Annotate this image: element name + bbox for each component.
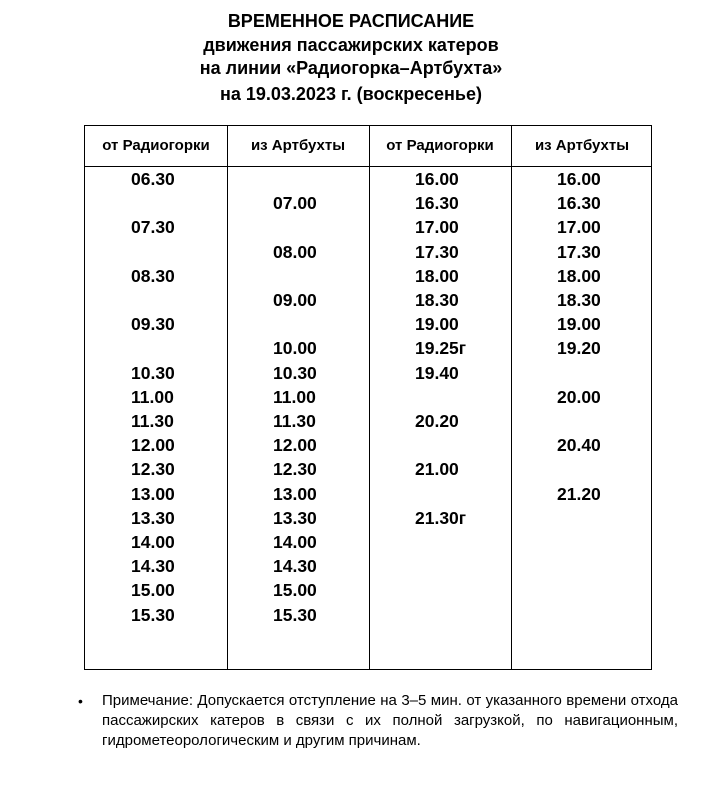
- time-cell: 17.30: [415, 241, 459, 262]
- time-cell: 13.00: [273, 483, 317, 504]
- note: [78, 691, 678, 751]
- time-cell: 09.00: [273, 290, 317, 310]
- column-header-from-radiogorka-1: от Радиогорки: [102, 137, 210, 154]
- time-cell: 18.00: [415, 265, 459, 286]
- time-cell: 11.30: [131, 411, 174, 431]
- time-cell: 06.30: [131, 169, 175, 189]
- time-cell: 11.30: [273, 411, 316, 431]
- column-divider: [369, 126, 370, 669]
- time-cell: 20.00: [557, 386, 601, 407]
- title-line-3: на линии «Радиогорка–Артбухта»: [199, 58, 503, 78]
- time-cell: 13.30: [131, 507, 175, 528]
- column-header-from-artbukhta-1: из Артбухты: [250, 137, 346, 154]
- time-cell: 19.00: [557, 314, 601, 335]
- bullet-icon: •: [78, 693, 83, 709]
- time-cell: 07.30: [131, 217, 175, 238]
- column-header-from-artbukhta-2: из Артбухты: [534, 137, 630, 154]
- time-cell: 17.00: [557, 217, 601, 238]
- time-cell: 18.30: [415, 290, 459, 310]
- time-cell: 18.00: [557, 265, 601, 286]
- title-line-1: ВРЕМЕННОЕ РАСПИСАНИЕ: [227, 11, 475, 31]
- time-cell: 10.30: [273, 362, 317, 383]
- time-cell: 15.30: [131, 604, 175, 625]
- time-cell: 14.30: [273, 556, 317, 577]
- time-cell: 16.30: [415, 193, 459, 214]
- time-cell: 09.30: [131, 314, 175, 335]
- time-cell: 18.30: [557, 290, 601, 310]
- time-cell: 17.30: [557, 241, 601, 262]
- time-cell: 10.30: [131, 362, 175, 383]
- time-cell: 08.00: [273, 241, 317, 262]
- time-cell: 14.00: [273, 532, 317, 552]
- time-cell: 08.30: [131, 265, 175, 286]
- time-cell: 16.30: [557, 193, 601, 214]
- time-cell: 15.00: [131, 580, 175, 601]
- schedule-table: [84, 125, 652, 670]
- time-cell: 19.25г: [415, 338, 467, 359]
- time-cell: 10.00: [273, 338, 317, 359]
- time-cell: 12.30: [131, 459, 175, 480]
- title-date: на 19.03.2023 г. (воскресенье): [219, 83, 482, 104]
- time-cell: 20.20: [415, 411, 459, 431]
- time-cell: 13.00: [131, 483, 175, 504]
- schedule-title: [0, 10, 702, 106]
- time-cell: 11.00: [131, 386, 174, 407]
- column-divider: [227, 126, 228, 669]
- time-cell: 21.20: [557, 483, 601, 504]
- time-cell: 19.20: [557, 338, 601, 359]
- time-cell: 15.30: [273, 604, 317, 625]
- time-cell: 19.00: [415, 314, 459, 335]
- time-cell: 14.00: [131, 532, 175, 552]
- time-cell: 21.00: [415, 459, 459, 480]
- time-cell: 20.40: [557, 435, 601, 456]
- title-line-2: движения пассажирских катеров: [203, 34, 499, 55]
- column-divider: [511, 126, 512, 669]
- time-cell: 12.00: [273, 435, 317, 456]
- column-header-from-radiogorka-2: от Радиогорки: [386, 137, 494, 154]
- time-cell: 16.00: [557, 169, 601, 189]
- time-cell: 12.00: [131, 435, 175, 456]
- time-cell: 12.30: [273, 459, 317, 480]
- time-cell: 21.30г: [415, 507, 467, 528]
- note-text: Примечание: Допускается отступление на 3–5 мин. от указанного времени отхода пассажирских катеров в связи с их полной загрузкой, по навигационным, гидрометеорологическим и другим причинам.: [102, 692, 678, 749]
- time-cell: 19.40: [415, 362, 459, 383]
- time-cell: 11.00: [273, 386, 316, 407]
- time-cell: 15.00: [273, 580, 317, 601]
- time-cell: 17.00: [415, 217, 459, 238]
- time-cell: 13.30: [273, 507, 317, 528]
- time-cell: 07.00: [273, 193, 317, 214]
- time-cell: 16.00: [415, 169, 459, 189]
- time-cell: 14.30: [131, 556, 175, 577]
